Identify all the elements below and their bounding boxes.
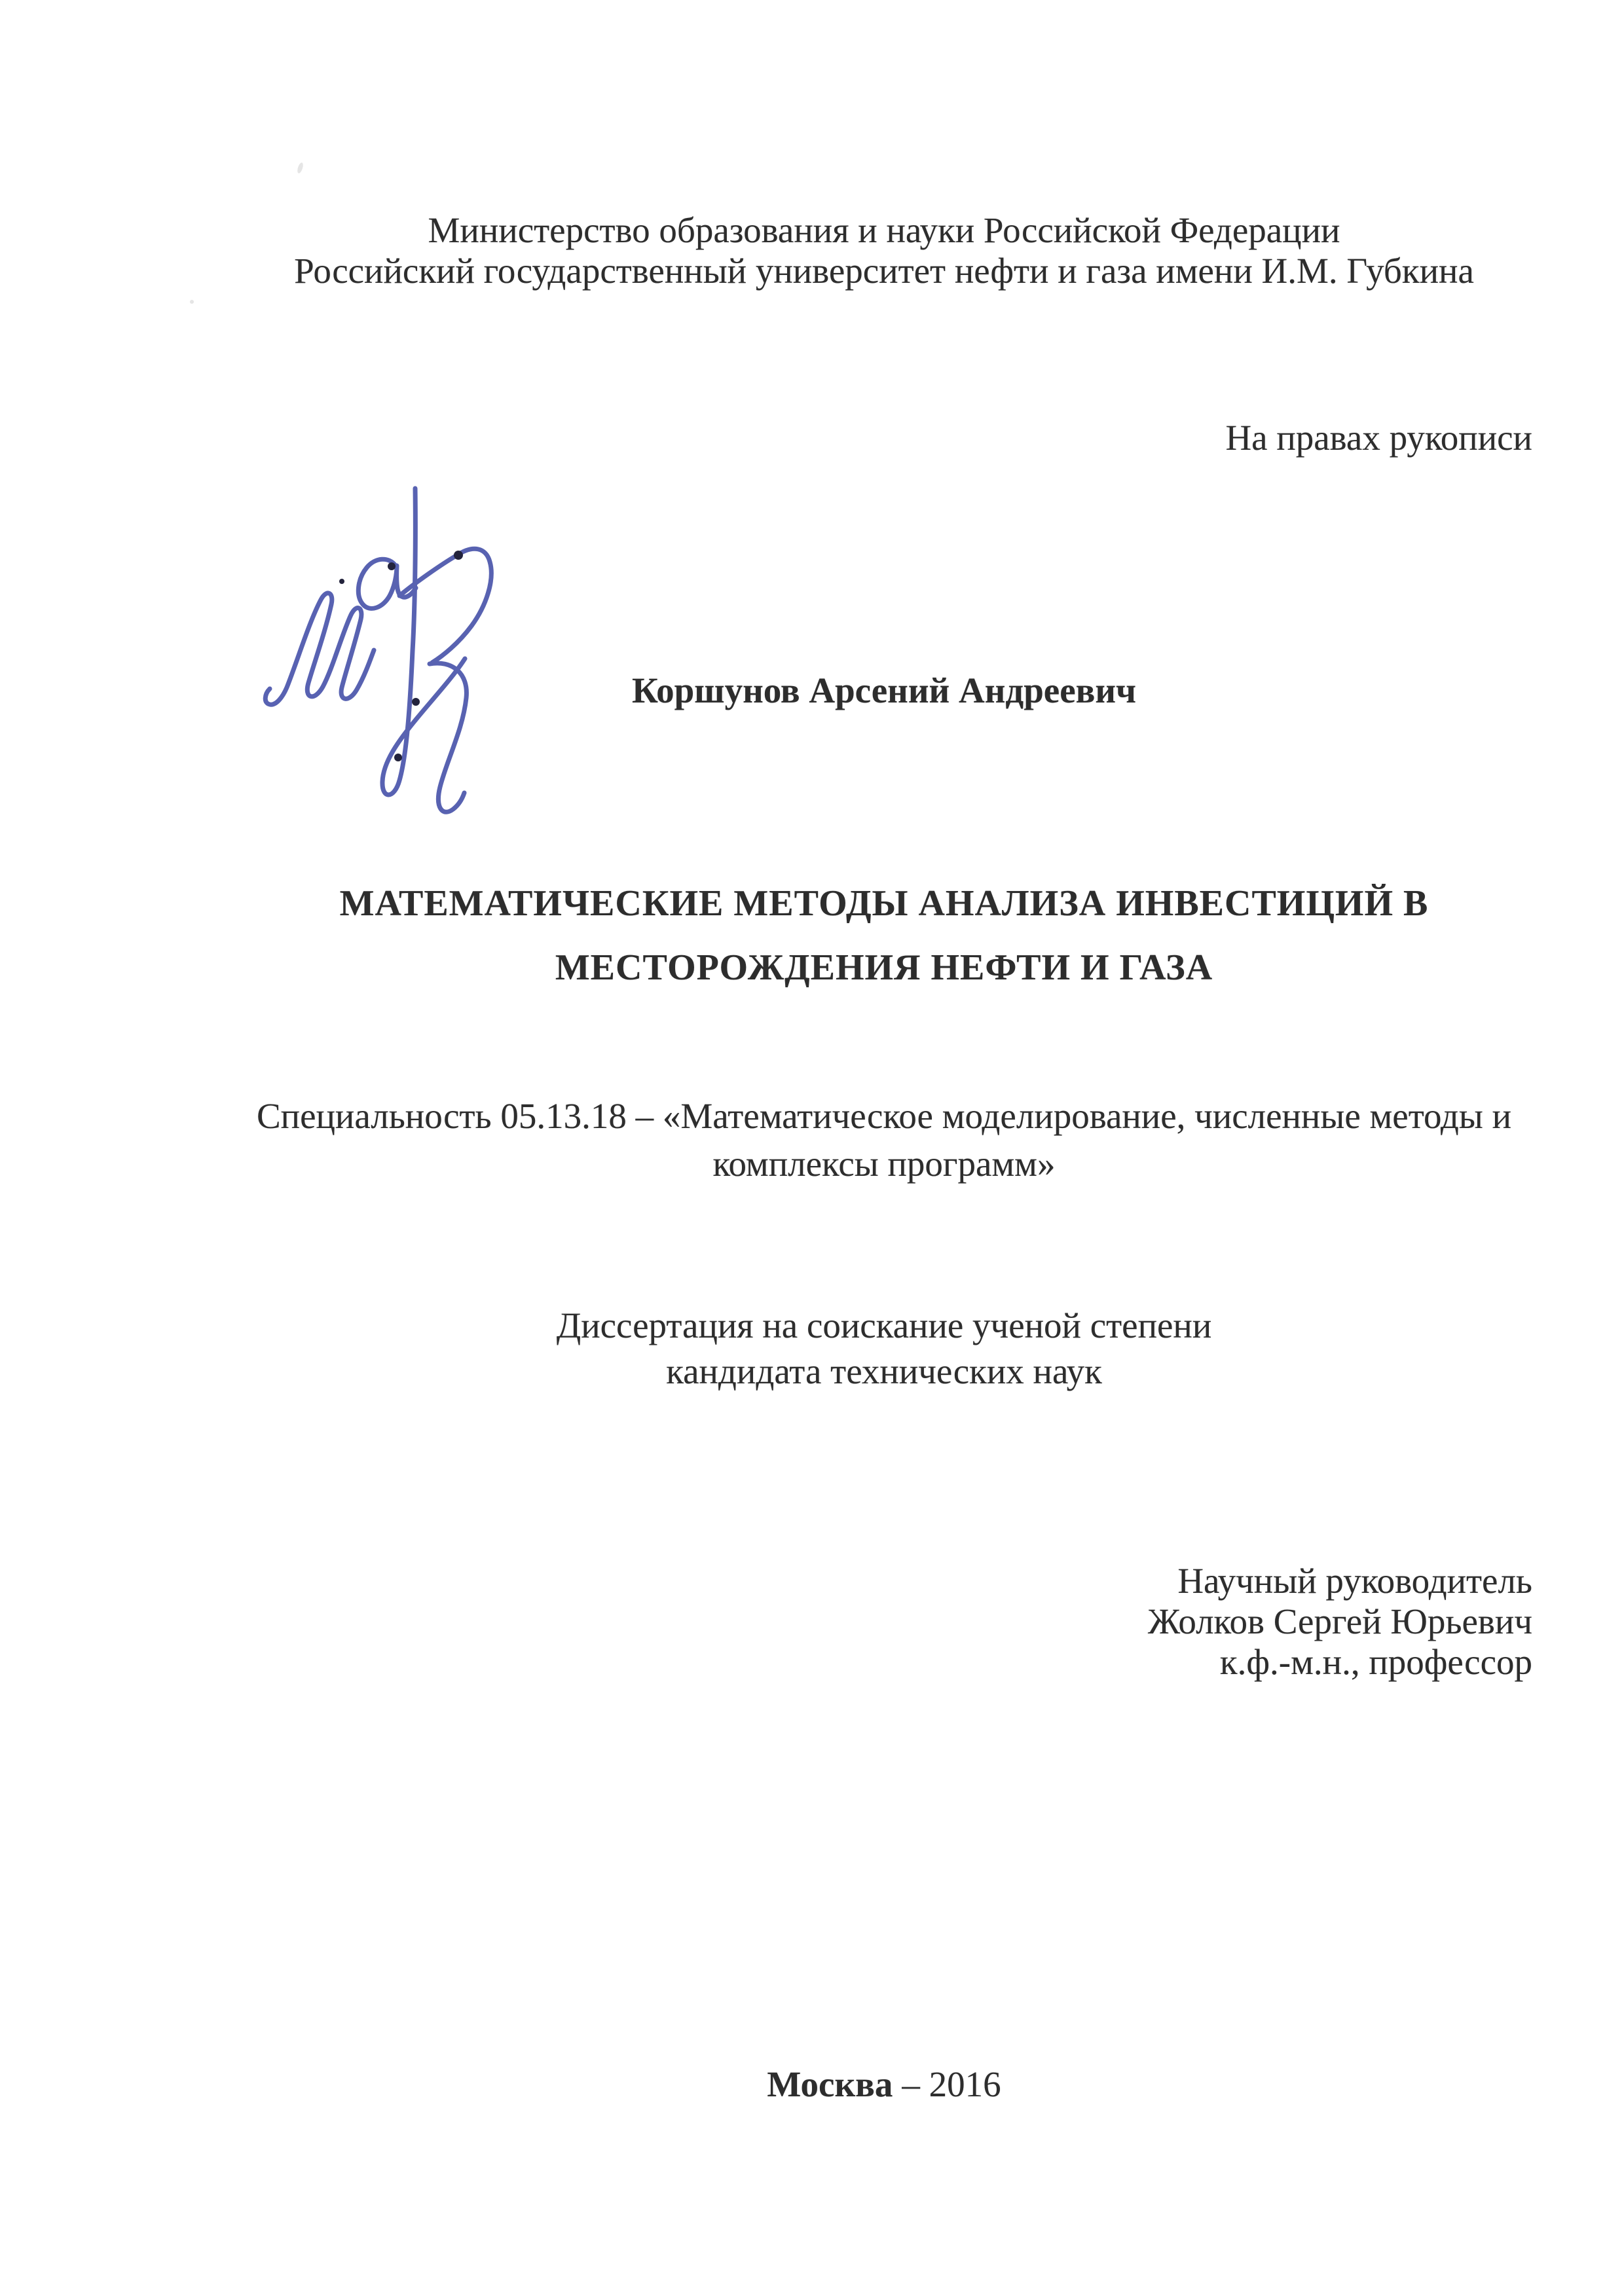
signature-strokes <box>265 488 491 812</box>
scan-speck <box>297 162 304 173</box>
supervisor-name: Жолков Сергей Юрьевич <box>1147 1601 1532 1641</box>
year-label: – 2016 <box>902 2064 1001 2104</box>
title-line-2: МЕСТОРОЖДЕНИЯ НЕФТИ И ГАЗА <box>555 947 1213 988</box>
city-year-line <box>236 2066 1532 2103</box>
supervisor-block <box>1148 1561 1532 1683</box>
signature-image <box>261 486 500 828</box>
university-line: Российский государственный университет нефти и газа имени И.М. Губкина <box>294 251 1474 291</box>
ministry-header <box>236 210 1532 291</box>
supervisor-degree: к.ф.-м.н., профессор <box>1219 1642 1532 1682</box>
supervisor-role: Научный руководитель <box>1177 1561 1532 1601</box>
city-label: Москва <box>767 2064 893 2104</box>
manuscript-rights-note: На правах рукописи <box>1225 418 1532 458</box>
specialty-line-1: Специальность 05.13.18 – «Математическое моделирование, численные методы и <box>256 1096 1512 1136</box>
ministry-line: Министерство образования и науки Российской Федерации <box>428 210 1340 250</box>
specialty-block <box>236 1092 1532 1188</box>
thesis-statement-block <box>236 1303 1532 1394</box>
title-line-1: МАТЕМАТИЧЕСКИЕ МЕТОДЫ АНАЛИЗА ИНВЕСТИЦИЙ В <box>339 883 1429 924</box>
specialty-line-2: комплексы программ» <box>712 1144 1056 1184</box>
thesis-line-1: Диссертация на соискание ученой степени <box>556 1305 1212 1345</box>
thesis-line-2: кандидата технических наук <box>666 1351 1102 1391</box>
scan-speck <box>190 300 194 304</box>
dissertation-title <box>236 871 1532 1000</box>
author-name: Коршунов Арсений Андреевич <box>631 670 1137 710</box>
